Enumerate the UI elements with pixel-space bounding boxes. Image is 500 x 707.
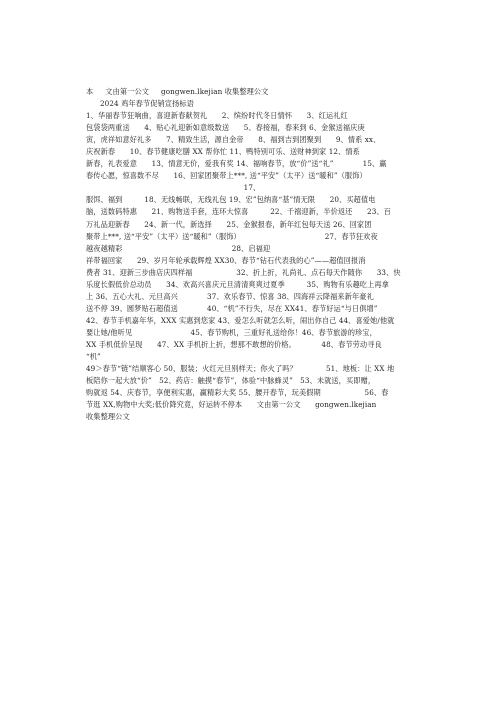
body-line: 购就返 54、庆春节，享便利实惠，赢精彩大奖 55、腰开春节，玩美假期 56、春	[86, 388, 389, 398]
body-line: 17、	[243, 183, 261, 193]
body-line: 1、华丽春节狂响曲，喜迎新春献贺礼 2、缤纷时代冬日情怀 3、红运礼红	[86, 111, 348, 121]
body-line: 上 36、五心大礼、元旦高兴 37、欢乐春节、惊喜 38、四海祥云降福来新年豪礼	[86, 291, 374, 301]
header-source-site: gongwen.lkejian 收集整理公文	[161, 87, 269, 96]
header-source-label: 本	[86, 87, 94, 96]
document-header	[86, 86, 418, 98]
body-line: 板陪你一起大放“价” 52、药店：触摸“春节”，体验“中脉蜂灵” 53、未就送，买即赠，	[86, 376, 376, 386]
body-line: 费者 31、迎新三步曲店庆四样福 32、折上折，礼尚礼、点石每天作随你 33、快	[86, 267, 401, 277]
body-line: 送不停 39、圆梦贴石超值送 40、“机”不行失，尽在 XX41、春节好运“与日俱增”	[86, 303, 378, 313]
body-line: 要让她/他听见 45、春节购机，三重好礼送给你！46、春节旅游的珍宝，	[86, 327, 377, 337]
body-line: “机”	[86, 352, 101, 362]
body-line: 脑，送数码特惠 21、购物送手套，连环大惊喜 22、千禧迎新，半价返还 23、百	[86, 207, 391, 217]
header-source-name: 文由第一公文	[105, 87, 150, 96]
body-line: 服饵、福到 18、无线畅联，无线礼包 19、宏”包纳喜“基”情无限 20、买超值电	[86, 195, 376, 205]
body-line: 收集整理公文	[86, 412, 130, 422]
body-line: 包袋袋两重送 4、贴心礼迎新如意级数送 5、春接福，春来到 6、金猴送福庆庚	[86, 123, 365, 133]
body-line: 聚带上***, 送“平安”（太平）送“暖和”（服饰） 27、春节狂欢夜	[86, 231, 378, 241]
body-line: 42、春节手机嘉年华，XXX 实惠到您家 43、爱怎么听就怎么听，闹出你自己 44、喜爱她/他就	[86, 315, 395, 325]
body-line: 越夜越精彩 28、启福迎	[86, 243, 271, 253]
document-body	[86, 86, 418, 423]
body-line: 庆祝新春 10、春节健康吃膳 XX 帮你忙 11、鸭特别可乐、送财神到家 12、情系	[86, 147, 360, 157]
document-title: 2024 鸡年春节促销宣扬标语	[100, 99, 194, 109]
body-line: 寅，虎祥如意好礼多 7、精致生活，源自金帝 8、福到吉到团聚到 9、情系 xx、	[86, 135, 381, 145]
body-line: 乐度长假低价总动员 34、欢高兴喜庆元旦清清爽爽过夏季 35、购物有乐趣吃上再拿	[86, 279, 389, 289]
body-line: XX 手机低价呈现 47、XX 手机折上折，想那不敢想的价格。 48、春节劳动寻良	[86, 339, 382, 349]
body-line: 新春，礼表爱意 13、情意无价，爱我有奖 14、福响春节，放“价”送“礼” 15、赢	[86, 159, 387, 169]
body-line: 万礼品迎新春 24、新一代，新选择 25、金猴报春，新年红包每天送 26、回家团	[86, 219, 372, 229]
body-line: 节逛 XX,购物中大奖;低价降究竟，好运转不停本 文由第一公文 gongwen.lkejian	[86, 400, 377, 410]
body-line: 祥带福回家 29、岁月年轮承载辉煌 XX30、春节“钻石代表我的心”——超值回报消	[86, 255, 366, 265]
body-line: 春传心愿，惊喜数不尽 16、回家团聚带上***, 送“平安”（太平）送“暖和”（服饰）	[86, 171, 367, 181]
body-line: 49＞春节“链”结顺客心 50、服装；火红元旦别样天；你火了吗？ 51、地板：让 XX 地	[86, 364, 395, 374]
